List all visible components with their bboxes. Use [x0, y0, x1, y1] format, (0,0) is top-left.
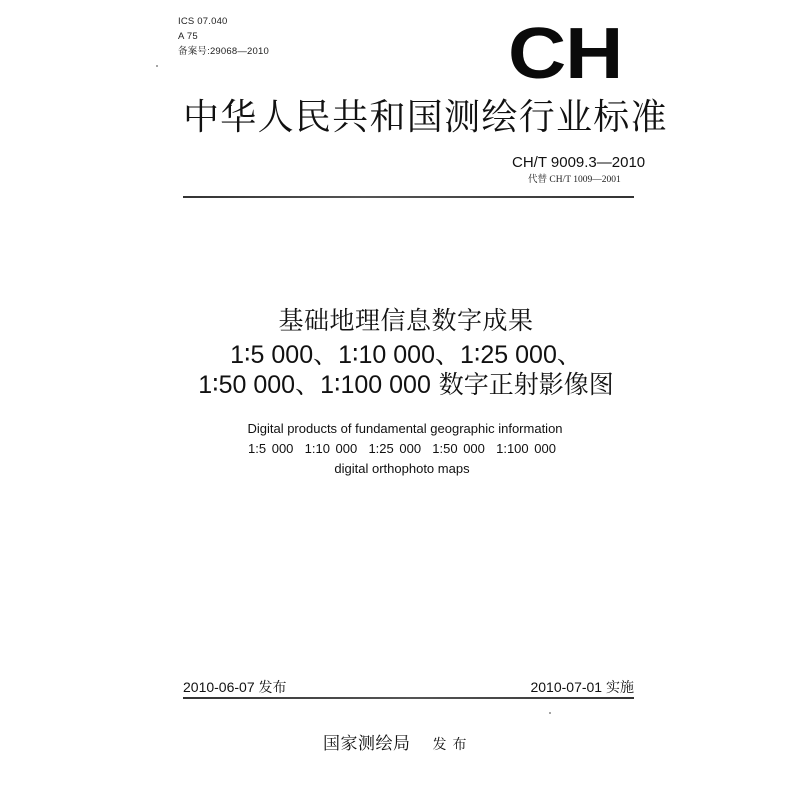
- subtitle-cn-line-2: 1∶5 000、1∶10 000、1∶25 000、: [230, 341, 582, 369]
- subtitle-cn-scales: 1∶50 000、1∶100 000: [198, 371, 431, 399]
- bottom-divider: [183, 697, 634, 699]
- record-number: 备案号:29068—2010: [178, 46, 269, 57]
- subtitle-cn-product: 数字正射影像图: [430, 370, 614, 399]
- subtitle-en-line-3: digital orthophoto maps: [334, 461, 470, 476]
- top-divider: [183, 196, 634, 198]
- issue-date: 2010-06-07 发布: [183, 679, 287, 695]
- publisher-organization: 国家测绘局: [323, 734, 411, 754]
- subtitle-en-line-2: 1:5 000 1:10 000 1:25 000 1:50 000 1:100 000: [248, 441, 556, 456]
- publisher: [323, 733, 473, 756]
- ics-code: ICS 07.040: [178, 16, 228, 27]
- scan-speck: [549, 712, 551, 714]
- classification-block: [178, 14, 269, 59]
- ch-logo: CH: [508, 14, 623, 94]
- page-title: 中华人民共和国测绘行业标准: [183, 97, 668, 138]
- subtitle-cn-line-3: [0, 370, 800, 400]
- effective-date: 2010-07-01 实施: [530, 679, 634, 695]
- replaces-standard: 代替 CH/T 1009—2001: [528, 175, 621, 185]
- publisher-action: 发布: [432, 737, 473, 753]
- ccs-code: A 75: [178, 31, 198, 42]
- scan-speck: [156, 65, 158, 67]
- standard-number: CH/T 9009.3—2010: [512, 154, 646, 171]
- subtitle-cn-line-1: 基础地理信息数字成果: [278, 306, 534, 335]
- subtitle-en-line-1: Digital products of fundamental geographic information: [247, 421, 563, 436]
